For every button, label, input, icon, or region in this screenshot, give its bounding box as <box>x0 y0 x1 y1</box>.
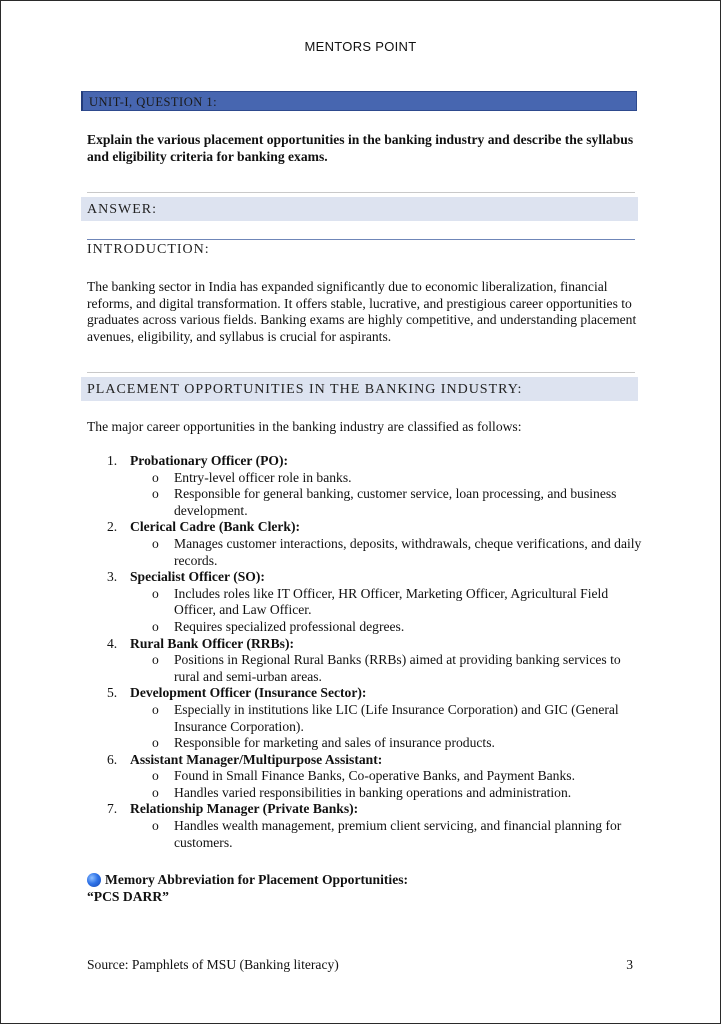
subpoint-text: Responsible for marketing and sales of insurance products. <box>174 735 495 751</box>
unit-question-bar: UNIT-I, QUESTION 1: <box>81 91 637 111</box>
list-item-title: Relationship Manager (Private Banks): <box>130 801 359 817</box>
list-subpoint <box>87 536 642 569</box>
circle-bullet-icon: o <box>152 535 159 551</box>
subpoint-text: Handles wealth management, premium client servicing, and financial planning for customers. <box>174 818 622 850</box>
circle-bullet-icon: o <box>152 735 159 751</box>
divider <box>87 372 635 373</box>
list-number: 3. <box>107 569 118 585</box>
list-item <box>87 685 642 751</box>
list-subpoint <box>87 785 642 802</box>
placement-list <box>87 453 642 851</box>
memory-abbreviation: “PCS DARR” <box>87 889 169 904</box>
circle-bullet-icon: o <box>152 784 159 800</box>
circle-bullet-icon: o <box>152 486 159 502</box>
list-subpoint <box>87 486 642 519</box>
circle-bullet-icon: o <box>152 701 159 717</box>
memory-section <box>87 871 408 905</box>
list-item-title: Clerical Cadre (Bank Clerk): <box>130 519 301 535</box>
page-header: MENTORS POINT <box>304 39 417 54</box>
list-item <box>87 636 642 686</box>
list-number: 2. <box>107 519 118 535</box>
list-subpoint <box>87 652 642 685</box>
introduction-heading: INTRODUCTION: <box>87 242 210 257</box>
page-number: 3 <box>626 957 633 972</box>
list-item-title: Assistant Manager/Multipurpose Assistant: <box>130 751 383 767</box>
circle-bullet-icon: o <box>152 768 159 784</box>
memory-label: Memory Abbreviation for Placement Opportunities: <box>105 872 409 887</box>
list-item <box>87 752 642 802</box>
list-item-title: Development Officer (Insurance Sector): <box>130 685 367 701</box>
introduction-paragraph: The banking sector in India has expanded significantly due to economic liberalization, financial reforms, and digital transformation. It offers stable, lucrative, and prestigious career opportunities to graduates across various fields. Banking exams are highly competitive, and understanding placement avenues, eligibility, and syllabus is crucial for aspirants. <box>87 279 637 344</box>
list-subpoint <box>87 768 642 785</box>
placement-lead: The major career opportunities in the banking industry are classified as follows: <box>87 419 522 434</box>
placement-heading: PLACEMENT OPPORTUNITIES IN THE BANKING INDUSTRY: <box>81 377 638 401</box>
subpoint-text: Entry-level officer role in banks. <box>174 469 352 485</box>
circle-bullet-icon: o <box>152 585 159 601</box>
answer-heading: ANSWER: <box>81 197 638 221</box>
circle-bullet-icon: o <box>152 469 159 485</box>
question-text: Explain the various placement opportunities in the banking industry and describe the syllabus and eligibility criteria for banking exams. <box>87 132 634 164</box>
subpoint-text: Positions in Regional Rural Banks (RRBs) aimed at providing banking services to rural and semi-urban areas. <box>174 652 621 684</box>
list-number: 6. <box>107 751 118 767</box>
blue-dot-icon <box>87 873 101 887</box>
subpoint-text: Manages customer interactions, deposits, withdrawals, cheque verifications, and daily records. <box>174 535 642 568</box>
list-item <box>87 569 642 635</box>
subpoint-text: Found in Small Finance Banks, Co-operative Banks, and Payment Banks. <box>174 768 575 784</box>
list-item-title: Specialist Officer (SO): <box>130 569 265 585</box>
list-number: 1. <box>107 453 118 468</box>
subpoint-text: Especially in institutions like LIC (Life Insurance Corporation) and GIC (General Insurance Corporation). <box>174 701 619 734</box>
list-subpoint <box>87 702 642 735</box>
list-number: 4. <box>107 635 118 651</box>
list-subpoint <box>87 470 642 487</box>
list-subpoint <box>87 818 642 851</box>
list-item <box>87 801 642 851</box>
list-item <box>87 453 642 519</box>
circle-bullet-icon: o <box>152 618 159 634</box>
list-item-title: Probationary Officer (PO): <box>130 453 289 468</box>
page-footer <box>87 957 635 973</box>
subpoint-text: Includes roles like IT Officer, HR Officer, Marketing Officer, Agricultural Field Officer, and Law Officer. <box>174 585 609 618</box>
list-subpoint <box>87 586 642 619</box>
divider <box>87 192 635 193</box>
subpoint-text: Requires specialized professional degrees. <box>174 618 405 634</box>
divider-blue <box>87 239 635 240</box>
footer-source: Source: Pamphlets of MSU (Banking literacy) <box>87 957 339 972</box>
list-item <box>87 519 642 569</box>
list-number: 5. <box>107 685 118 701</box>
list-subpoint <box>87 619 642 636</box>
list-item-title: Rural Bank Officer (RRBs): <box>130 635 294 651</box>
subpoint-text: Handles varied responsibilities in banking operations and administration. <box>174 784 572 800</box>
subpoint-text: Responsible for general banking, customer service, loan processing, and business development. <box>174 486 617 518</box>
circle-bullet-icon: o <box>152 818 159 834</box>
list-subpoint <box>87 735 642 752</box>
circle-bullet-icon: o <box>152 652 159 668</box>
list-number: 7. <box>107 801 118 817</box>
